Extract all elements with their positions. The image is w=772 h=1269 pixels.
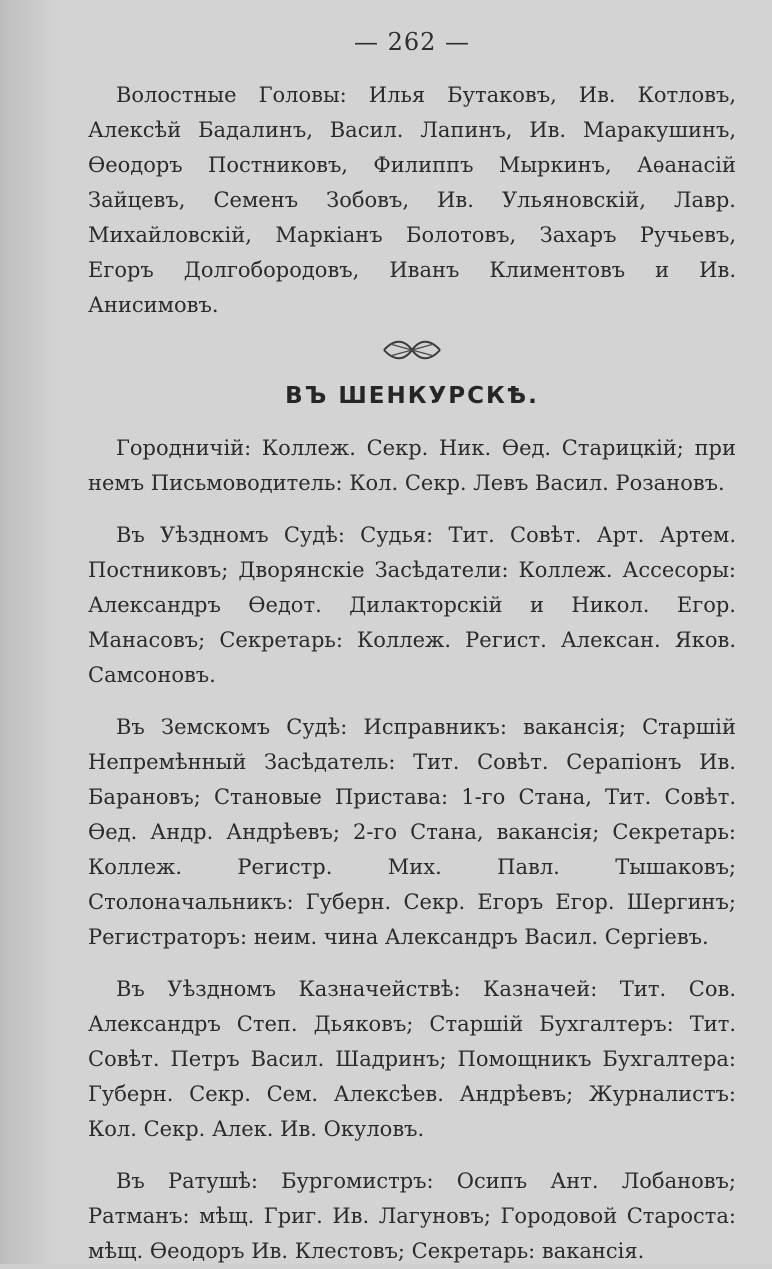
page-number: — 262 — (353, 28, 471, 56)
paragraph-gorodnichiy: Городничій: Коллеж. Секр. Ник. Ѳед. Старицкій; при немъ Письмоводитель: Кол. Секр. Левъ Васил. Розановъ. (88, 436, 736, 495)
paragraph-uezdny-sud: Въ Уѣздномъ Судѣ: Судья: Тит. Совѣт. Арт. Артем. Постниковъ; Дворянскіе Засѣдатели: Коллеж. Ассесоры: Александръ Ѳедот. Дилакторскій и Никол. Егор. Манасовъ; Секретарь: Коллеж. Регист. Алексан. Яков. Самсоновъ. (88, 523, 736, 687)
paragraph-volost-heads: Волостные Головы: Илья Бутаковъ, Ив. Котловъ, Алексѣй Бадалинъ, Васил. Лапинъ, Ив. Маракушинъ, Ѳеодоръ Постниковъ, Филиппъ Мыркинъ, Аѳанасій Зайцевъ, Семенъ Зобовъ, Ив. Ульяновскій, Лавр. Михайловскій, Маркіанъ Болотовъ, Захаръ Ручьевъ, Егоръ Долгобородовъ, Иванъ Климентовъ и Ив. Анисимовъ. (88, 83, 736, 317)
section-title: ВЪ ШЕНКУРСКѢ. (285, 383, 539, 409)
paragraph-ratusha: Въ Ратушѣ: Бургомистръ: Осипъ Ант. Лобановъ; Ратманъ: мѣщ. Григ. Ив. Лагуновъ; Городовой Староста: мѣщ. Ѳеодоръ Ив. Клестовъ; Секретарь: вакансія. (88, 1169, 736, 1263)
ornament-divider (88, 337, 736, 363)
paragraph-kaznacheystvo: Въ Уѣздномъ Казначействѣ: Казначей: Тит. Сов. Александръ Степ. Дьяковъ; Старшій Бухгалтеръ: Тит. Совѣт. Петръ Васил. Шадринъ; Помощникъ Бухгалтера: Губерн. Секр. Сем. Алексѣев. Андрѣевъ; Журналистъ: Кол. Секр. Алек. Ив. Окуловъ. (88, 977, 736, 1141)
paragraph-zemsky-sud: Въ Земскомъ Судѣ: Исправникъ: вакансія; Старшій Непремѣнный Засѣдатель: Тит. Совѣт. Серапіонъ Ив. Барановъ; Становые Пристава: 1-го Стана, Тит. Совѣт. Ѳед. Андр. Андрѣевъ; 2-го Стана, вакансія; Секретарь: Коллеж. Регистр. Мих. Павл. Тышаковъ; Столоначальникъ: Губерн. Секр. Егоръ Егор. Шергинъ; Регистраторъ: неим. чина Александръ Васил. Сергіевъ. (88, 715, 736, 949)
knot-ornament-icon (380, 337, 444, 363)
